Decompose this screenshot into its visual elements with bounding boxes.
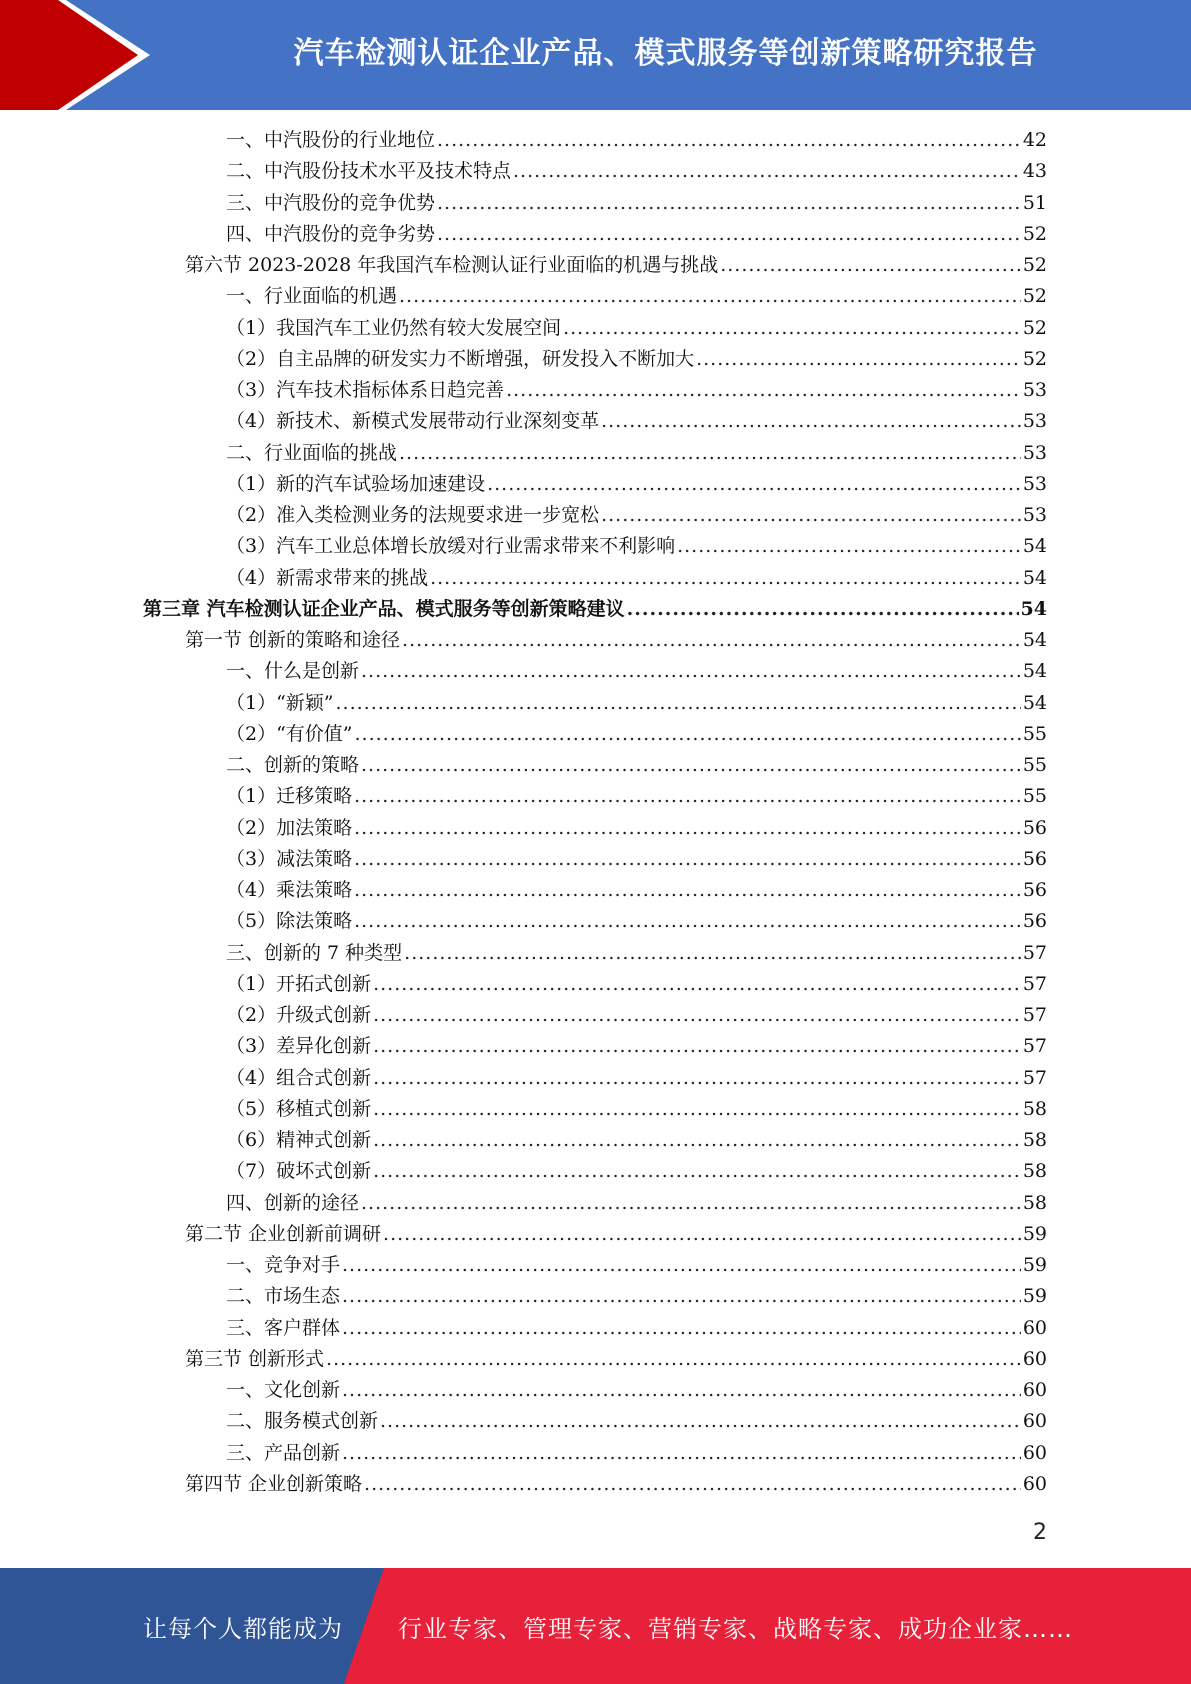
toc-entry-page: 56 — [1022, 910, 1047, 933]
toc-entry-page: 42 — [1022, 129, 1047, 151]
toc-entry-page: 52 — [1022, 347, 1047, 370]
toc-entry-page: 57 — [1022, 1004, 1047, 1026]
toc-entry-page: 54 — [1022, 535, 1047, 558]
toc-entry-page: 59 — [1022, 1285, 1047, 1308]
toc-entry-label: （1）新的汽车试验场加速建设 — [226, 472, 486, 495]
toc-entry[interactable] — [226, 500, 1047, 530]
header-chevron-icon — [0, 0, 170, 110]
toc-entry-label: （2）“有价值” — [226, 722, 353, 745]
toc-entry-page: 53 — [1022, 504, 1047, 526]
toc-leader-dots — [364, 1473, 1021, 1495]
toc-leader-dots — [361, 754, 1021, 776]
toc-leader-dots — [601, 504, 1021, 526]
toc-leader-dots — [373, 1067, 1021, 1089]
toc-entry-label: 一、行业面临的机遇 — [226, 285, 398, 308]
toc-leader-dots — [342, 1285, 1021, 1307]
toc-entry-label: 一、文化创新 — [226, 1379, 341, 1401]
toc-entry[interactable] — [226, 1406, 1047, 1436]
toc-entry-label: 第一节 创新的策略和途径 — [185, 629, 401, 651]
toc-leader-dots — [373, 1160, 1021, 1182]
toc-entry[interactable] — [185, 250, 1047, 280]
toc-entry[interactable] — [226, 219, 1047, 249]
toc-leader-dots — [326, 1348, 1021, 1370]
toc-leader-dots — [437, 129, 1021, 151]
toc-leader-dots — [342, 1317, 1021, 1339]
toc-entry-label: （4）乘法策略 — [226, 879, 353, 901]
toc-entry-label: （2）加法策略 — [226, 816, 353, 839]
toc-entry[interactable] — [226, 438, 1047, 468]
toc-entry-label: 三、客户群体 — [226, 1316, 341, 1339]
toc-entry[interactable] — [226, 531, 1047, 561]
toc-entry-page: 55 — [1022, 754, 1047, 776]
toc-leader-dots — [354, 910, 1021, 932]
toc-entry-page: 59 — [1022, 1254, 1047, 1276]
toc-entry[interactable] — [226, 313, 1047, 343]
toc-entry-page: 58 — [1022, 1160, 1047, 1183]
toc-entry-label: （3）差异化创新 — [226, 1035, 372, 1058]
toc-entry[interactable] — [226, 156, 1047, 186]
toc-entry-label: （1）“新颖” — [226, 691, 334, 714]
toc-entry-label: （3）汽车技术指标体系日趋完善 — [226, 379, 505, 401]
toc-entry-page: 60 — [1022, 1410, 1047, 1433]
toc-entry-page: 53 — [1022, 410, 1047, 433]
toc-entry-page: 52 — [1022, 316, 1047, 339]
toc-entry-label: 一、什么是创新 — [226, 660, 360, 683]
toc-entry[interactable] — [226, 188, 1047, 218]
toc-entry-label: （6）精神式创新 — [226, 1129, 372, 1151]
toc-entry-label: 三、创新的 7 种类型 — [226, 941, 403, 964]
toc-entry-page: 54 — [1022, 566, 1047, 589]
toc-leader-dots — [380, 1410, 1021, 1432]
toc-entry-label: （1）迁移策略 — [226, 785, 353, 808]
toc-entry[interactable] — [185, 1469, 1047, 1499]
toc-entry[interactable] — [226, 969, 1047, 999]
toc-entry[interactable] — [226, 688, 1047, 718]
toc-leader-dots — [373, 1004, 1021, 1026]
toc-entry-page: 60 — [1022, 1347, 1047, 1370]
toc-entry-label: 第四节 企业创新策略 — [185, 1472, 363, 1495]
toc-entry-label: （2）准入类检测业务的法规要求进一步宽松 — [226, 504, 600, 526]
toc-entry-page: 54 — [1022, 660, 1047, 683]
toc-leader-dots — [355, 723, 1021, 745]
toc-entry-label: （4）新需求带来的挑战 — [226, 566, 429, 589]
toc-entry[interactable] — [226, 469, 1047, 499]
toc-leader-dots — [720, 254, 1021, 276]
toc-entry-page: 54 — [1020, 597, 1047, 620]
toc-entry-label: （3）汽车工业总体增长放缓对行业需求带来不利影响 — [226, 535, 676, 558]
toc-entry[interactable] — [226, 1000, 1047, 1030]
toc-leader-dots — [399, 442, 1021, 464]
toc-entry[interactable] — [226, 1094, 1047, 1124]
page-footer — [0, 1568, 1191, 1684]
toc-entry[interactable] — [226, 750, 1047, 780]
toc-leader-dots — [399, 285, 1021, 307]
toc-leader-dots — [437, 192, 1021, 214]
toc-leader-dots — [373, 1098, 1021, 1120]
toc-entry-label: （5）除法策略 — [226, 910, 353, 933]
footer-slogan-left: 让每个人都能成为 — [143, 1614, 343, 1643]
toc-entry[interactable] — [226, 1125, 1047, 1155]
toc-entry[interactable] — [226, 1156, 1047, 1186]
toc-entry-page: 58 — [1022, 1097, 1047, 1120]
toc-entry[interactable] — [226, 875, 1047, 905]
toc-entry-label: （7）破坏式创新 — [226, 1160, 372, 1183]
toc-entry[interactable] — [185, 625, 1047, 655]
toc-entry-page: 43 — [1022, 160, 1047, 183]
toc-entry-page: 57 — [1022, 972, 1047, 995]
toc-entry[interactable] — [226, 1188, 1047, 1218]
toc-entry[interactable] — [226, 906, 1047, 936]
toc-entry-page: 52 — [1022, 254, 1047, 276]
toc-entry[interactable] — [226, 1031, 1047, 1061]
toc-entry-page: 53 — [1022, 441, 1047, 464]
toc-entry[interactable] — [226, 1250, 1047, 1280]
toc-entry[interactable] — [226, 281, 1047, 311]
toc-entry-label: （2）升级式创新 — [226, 1004, 372, 1026]
toc-leader-dots — [361, 1192, 1021, 1214]
toc-entry-page: 51 — [1022, 191, 1047, 214]
toc-leader-dots — [402, 629, 1021, 651]
toc-leader-dots — [404, 942, 1021, 964]
toc-entry-page: 56 — [1022, 879, 1047, 901]
toc-leader-dots — [342, 1442, 1021, 1464]
toc-entry-page: 55 — [1022, 785, 1047, 808]
toc-leader-dots — [342, 1379, 1021, 1401]
toc-entry[interactable] — [226, 1313, 1047, 1343]
toc-entry[interactable] — [226, 125, 1047, 155]
toc-entry[interactable] — [185, 1219, 1047, 1249]
toc-entry[interactable] — [226, 781, 1047, 811]
toc-leader-dots — [437, 223, 1021, 245]
toc-entry-label: （2）自主品牌的研发实力不断增强，研发投入不断加大 — [226, 347, 695, 370]
toc-entry[interactable] — [226, 844, 1047, 874]
toc-entry-page: 53 — [1022, 472, 1047, 495]
toc-entry[interactable] — [226, 813, 1047, 843]
footer-slogan-right: 行业专家、管理专家、营销专家、战略专家、成功企业家…… — [398, 1614, 1073, 1643]
toc-entry-label: 三、产品创新 — [226, 1441, 341, 1464]
toc-entry[interactable] — [143, 594, 1047, 624]
toc-entry-page: 56 — [1022, 847, 1047, 870]
toc-entry-label: （4）新技术、新模式发展带动行业深刻变革 — [226, 410, 600, 433]
toc-entry[interactable] — [185, 1344, 1047, 1374]
toc-entry-label: （3）减法策略 — [226, 847, 353, 870]
toc-entry-page: 60 — [1022, 1441, 1047, 1464]
toc-entry-page: 59 — [1022, 1222, 1047, 1245]
toc-entry-page: 57 — [1022, 1066, 1047, 1089]
toc-leader-dots — [354, 785, 1021, 807]
toc-entry-label: 四、创新的途径 — [226, 1191, 360, 1214]
toc-entry[interactable] — [226, 656, 1047, 686]
toc-entry-label: 第三章 汽车检测认证企业产品、模式服务等创新策略建议 — [143, 597, 625, 620]
toc-entry-label: 三、中汽股份的竞争优势 — [226, 191, 436, 214]
toc-entry[interactable] — [226, 1375, 1047, 1405]
toc-entry-label: 二、创新的策略 — [226, 754, 360, 776]
toc-leader-dots — [677, 535, 1021, 557]
toc-leader-dots — [361, 660, 1021, 682]
toc-entry[interactable] — [226, 563, 1047, 593]
toc-entry-label: 第三节 创新形式 — [185, 1347, 325, 1370]
toc-entry[interactable] — [226, 1281, 1047, 1311]
toc-entry[interactable] — [226, 938, 1047, 968]
toc-entry-label: 二、服务模式创新 — [226, 1410, 379, 1433]
toc-entry-page: 60 — [1022, 1316, 1047, 1339]
toc-leader-dots — [342, 1254, 1021, 1276]
toc-entry-label: （1）我国汽车工业仍然有较大发展空间 — [226, 316, 562, 339]
toc-entry-label: 一、竞争对手 — [226, 1254, 341, 1276]
toc-leader-dots — [513, 160, 1021, 182]
page-header — [0, 0, 1191, 110]
toc-entry[interactable] — [226, 1063, 1047, 1093]
toc-entry-page: 52 — [1022, 222, 1047, 245]
toc-entry-page: 54 — [1022, 629, 1047, 651]
toc-entry-page: 55 — [1022, 722, 1047, 745]
toc-entry-page: 56 — [1022, 816, 1047, 839]
toc-entry-label: （5）移植式创新 — [226, 1097, 372, 1120]
toc-entry[interactable] — [226, 406, 1047, 436]
toc-leader-dots — [627, 598, 1019, 620]
toc-entry-label: 二、中汽股份技术水平及技术特点 — [226, 160, 512, 183]
page-number: 2 — [1033, 1520, 1047, 1545]
toc-leader-dots — [336, 692, 1021, 714]
toc-leader-dots — [373, 1035, 1021, 1057]
toc-leader-dots — [430, 567, 1021, 589]
toc-entry-page: 53 — [1022, 379, 1047, 401]
toc-leader-dots — [563, 317, 1021, 339]
toc-leader-dots — [383, 1223, 1021, 1245]
toc-entry-label: 一、中汽股份的行业地位 — [226, 129, 436, 151]
toc-entry-page: 52 — [1022, 285, 1047, 308]
toc-entry-page: 58 — [1022, 1191, 1047, 1214]
toc-leader-dots — [696, 348, 1021, 370]
toc-entry-page: 60 — [1022, 1379, 1047, 1401]
toc-entry[interactable] — [226, 375, 1047, 405]
toc-leader-dots — [601, 410, 1021, 432]
toc-leader-dots — [373, 973, 1021, 995]
document-title: 汽车检测认证企业产品、模式服务等创新策略研究报告 — [293, 36, 1038, 71]
toc-leader-dots — [354, 848, 1021, 870]
toc-entry-label: （4）组合式创新 — [226, 1066, 372, 1089]
toc-entry[interactable] — [226, 344, 1047, 374]
toc-entry-page: 57 — [1022, 1035, 1047, 1058]
toc-leader-dots — [354, 879, 1021, 901]
toc-entry-page: 57 — [1022, 941, 1047, 964]
toc-entry-label: 二、市场生态 — [226, 1285, 341, 1308]
toc-leader-dots — [506, 379, 1021, 401]
toc-entry-page: 60 — [1022, 1472, 1047, 1495]
toc-entry[interactable] — [226, 719, 1047, 749]
toc-entry[interactable] — [226, 1438, 1047, 1468]
toc-leader-dots — [373, 1129, 1021, 1151]
toc-leader-dots — [354, 817, 1021, 839]
toc-leader-dots — [487, 473, 1021, 495]
toc-entry-label: 二、行业面临的挑战 — [226, 441, 398, 464]
toc-entry-label: （1）开拓式创新 — [226, 972, 372, 995]
toc-entry-label: 四、中汽股份的竞争劣势 — [226, 222, 436, 245]
toc-entry-page: 54 — [1022, 691, 1047, 714]
toc-entry-label: 第二节 企业创新前调研 — [185, 1222, 382, 1245]
toc-entry-label: 第六节 2023-2028 年我国汽车检测认证行业面临的机遇与挑战 — [185, 254, 719, 276]
toc-entry-page: 58 — [1022, 1129, 1047, 1151]
